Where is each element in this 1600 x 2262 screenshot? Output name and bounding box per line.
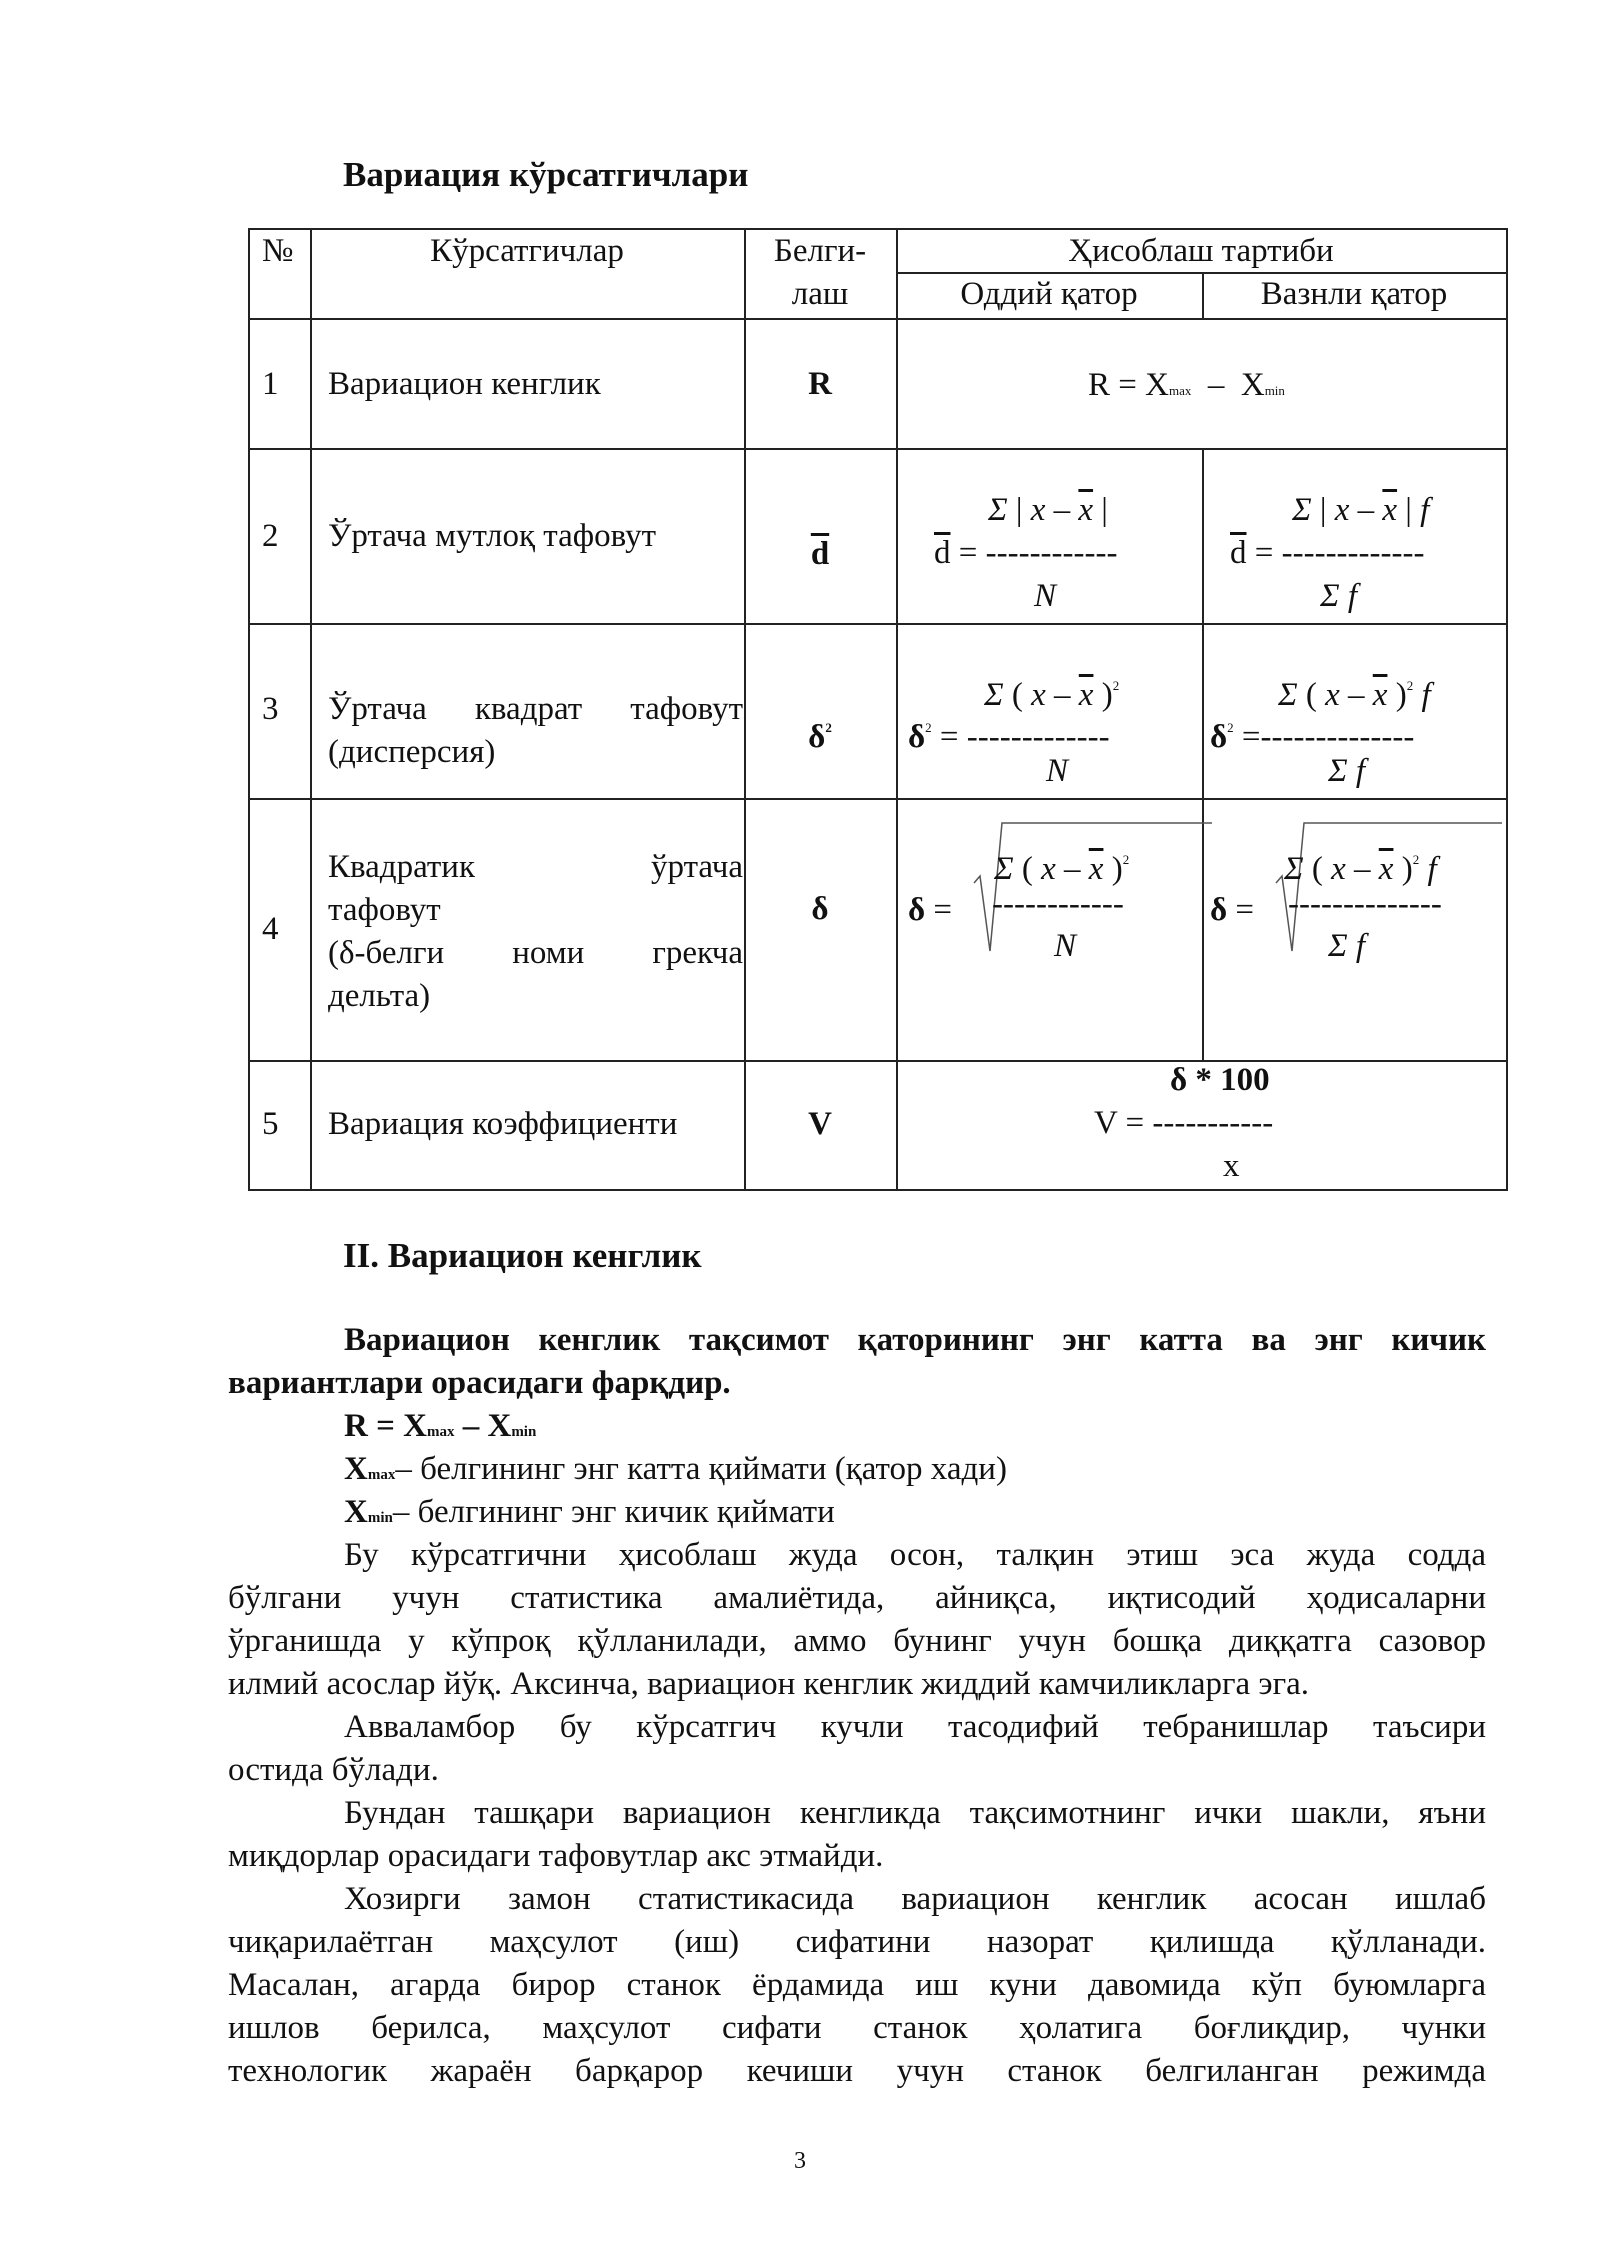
cv-numerator: δ * 100 [1170, 1062, 1270, 1098]
table-divider-symbol [896, 228, 898, 1191]
dispersion-weighted-denominator: Σ f [1328, 753, 1366, 789]
table-row4-bottom [248, 1060, 1508, 1062]
definition-line2: вариантлари орасидаги фарқдир. [228, 1365, 731, 1401]
xmin-definition: Xmin– белгининг энг кичик қиймати [344, 1494, 835, 1530]
range-formula-text: R = Xmax – Xmin [344, 1408, 537, 1444]
mad-simple-fraction: $\overline{d}$ = ------------ [934, 535, 1118, 571]
paragraph1-line3: ўрганишда у кўпроқ қўлланилади, аммо бунинг учун бошқа диққатга сазовор [228, 1623, 1486, 1659]
row2-name: Ўртача мутлоқ тафовут [328, 518, 657, 554]
cv-denominator: x [1223, 1148, 1240, 1184]
page-title: Вариация кўрсатгичлари [343, 155, 749, 194]
stddev-weighted-dashes: -------------- [1288, 886, 1442, 922]
row4-name-line2: тафовут [328, 892, 441, 928]
paragraph4-line4: ишлов берилса, маҳсулот сифати станок ҳолатига боғлиқдир, чунки [228, 2010, 1486, 2046]
row5-no: 5 [262, 1106, 279, 1142]
dispersion-simple-numerator: Σ ( x – $\overline{x}$ )$^2$ [984, 677, 1120, 713]
section-heading: II. Вариацион кенглик [343, 1236, 702, 1275]
table-row1-bottom [248, 448, 1508, 450]
paragraph1-line4: илмий асослар йўқ. Аксинча, вариацион кенглик жиддий камчиликларга эга. [228, 1666, 1310, 1702]
row3-name-line1: Ўртача квадрат тафовут [328, 691, 743, 727]
row1-no: 1 [262, 366, 279, 402]
header-no: № [262, 233, 294, 269]
dispersion-simple-denominator: N [1046, 753, 1069, 789]
paragraph2-line2: остида бўлади. [228, 1752, 439, 1788]
row4-name-line4: дельта) [328, 978, 431, 1014]
mad-weighted-numerator: Σ | x – $\overline{x}$ | f [1292, 492, 1430, 528]
stddev-simple-dashes: ------------ [992, 886, 1124, 922]
stddev-simple-denominator: N [1054, 928, 1077, 964]
dispersion-simple-fraction: $\delta^2$ = ------------- [908, 719, 1110, 755]
paragraph4-line2: чиқарилаётган маҳсулот (иш) сифатини назорат қилишда қўлланади. [228, 1924, 1486, 1960]
row4-no: 4 [262, 911, 279, 947]
stddev-weighted-denominator: Σ f [1328, 928, 1366, 964]
row4-name-line3: (δ-белги номи грекча [328, 935, 743, 971]
paragraph1-line1: Бу кўрсатгични ҳисоблаш жуда осон, талқин этиш эса жуда содда [344, 1537, 1486, 1573]
paragraph4-line3: Масалан, агарда бирор станок ёрдамида иш куни давомида кўп буюмларга [228, 1967, 1486, 2003]
table-divider-no [310, 228, 312, 1191]
mad-weighted-fraction: $\overline{d}$ = ------------- [1230, 535, 1425, 571]
paragraph4-line1: Хозирги замон статистикасида вариацион кенглик асосан ишлаб [344, 1881, 1486, 1917]
row5-symbol: V [808, 1106, 832, 1142]
dispersion-weighted-fraction: $\delta^2$ =-------------- [1210, 719, 1415, 755]
row1-symbol: R [808, 366, 832, 402]
paragraph1-line2: бўлгани учун статистика амалиётида, айниқса, иқтисодий ҳодисаларни [228, 1580, 1486, 1616]
table-border-left [248, 228, 250, 1191]
table-border-right [1506, 228, 1508, 1191]
mad-simple-denominator: N [1034, 578, 1057, 614]
mad-weighted-denominator: Σ f [1320, 578, 1358, 614]
table-border-bottom [248, 1189, 1508, 1191]
mad-simple-numerator: Σ | x – $\overline{x}$ | [988, 492, 1108, 528]
row3-name-line2: (дисперсия) [328, 734, 496, 770]
paragraph3-line2: миқдорлар орасидаги тафовутлар акс этмайди. [228, 1838, 884, 1874]
header-simple-row: Оддий қатор [960, 276, 1138, 312]
stddev-weighted-lhs: δ = [1210, 892, 1255, 928]
page-number: 3 [794, 2148, 806, 2174]
header-weighted-row: Вазнли қатор [1260, 276, 1448, 312]
paragraph2-line1: Авваламбор бу кўрсатгич кучли тасодифий тебранишлар таъсири [344, 1709, 1486, 1745]
row4-name-line1: Квадратик ўртача [328, 849, 743, 885]
xmax-definition: Xmax– белгининг энг катта қиймати (қатор хади) [344, 1451, 1007, 1487]
row5-name: Вариация коэффициенти [328, 1106, 678, 1142]
row2-no: 2 [262, 518, 279, 554]
row1-name: Вариацион кенглик [328, 366, 601, 402]
stddev-simple-lhs: δ = [908, 892, 953, 928]
table-header-bottom [248, 318, 1508, 320]
row4-symbol: δ [811, 891, 829, 927]
stddev-simple-numerator: Σ ( x – $\overline{x}$ )$^2$ [994, 851, 1130, 887]
header-indicators: Кўрсатгичлар [430, 233, 624, 269]
definition-line1: Вариацион кенглик тақсимот қаторининг энг катта ва энг кичик [344, 1322, 1486, 1358]
paragraph4-line5: технологик жараён барқарор кечиши учун станок белгиланган режимда [228, 2053, 1486, 2089]
header-symbol-line1: Белги- [773, 233, 867, 269]
table-row3-bottom [248, 798, 1508, 800]
paragraph3-line1: Бундан ташқари вариацион кенгликда тақсимотнинг ички шакли, яъни [344, 1795, 1486, 1831]
row3-no: 3 [262, 691, 279, 727]
dispersion-weighted-numerator: Σ ( x – $\overline{x}$ )$^2$ f [1278, 677, 1431, 713]
header-symbol-line2: лаш [791, 276, 849, 312]
row2-symbol: $\overline{d}$ [810, 536, 830, 572]
variation-indicators-table [248, 228, 1508, 1191]
header-calc-order: Ҳисоблаш тартиби [1068, 233, 1334, 269]
range-formula: R = Xmax – Xmin [1088, 367, 1285, 403]
row3-symbol: $\delta^2$ [808, 719, 832, 755]
table-divider-simple-weighted [1202, 448, 1204, 1060]
stddev-weighted-numerator: Σ ( x – $\overline{x}$ )$^2$ f [1284, 851, 1437, 887]
cv-fraction: V = ----------- [1094, 1105, 1274, 1141]
table-row2-bottom [248, 623, 1508, 625]
